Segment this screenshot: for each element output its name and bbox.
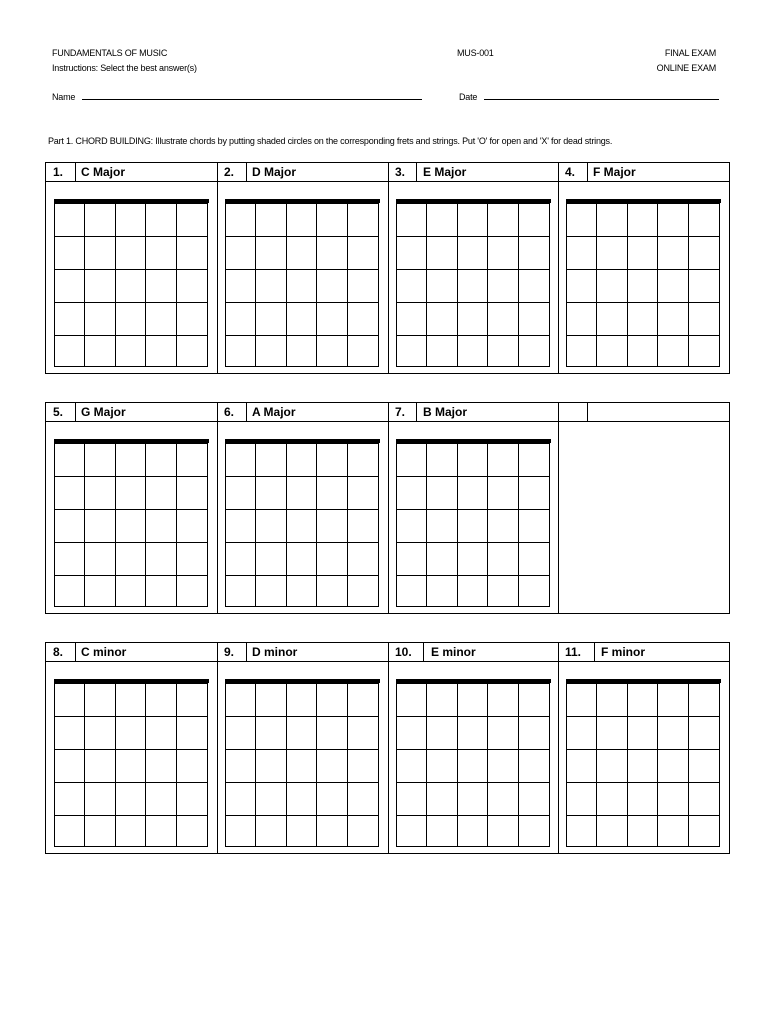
chord-section-2: [45, 402, 730, 614]
chord-number: 7.: [395, 405, 406, 419]
chord-number: 11.: [565, 645, 582, 659]
chord-diagram[interactable]: [54, 679, 209, 847]
exam-mode: ONLINE EXAM: [656, 63, 716, 73]
chord-name: B Major: [423, 405, 468, 419]
chord-name: D minor: [252, 645, 298, 659]
chord-header-6: [217, 403, 388, 421]
date-field[interactable]: [459, 92, 719, 102]
chord-header-7: [388, 403, 558, 421]
chord-header-2: [217, 163, 388, 181]
chord-number: 5.: [53, 405, 64, 419]
chord-number: 6.: [224, 405, 235, 419]
course-code: MUS-001: [457, 48, 494, 58]
chord-header-5: [46, 403, 217, 421]
chord-number: 8.: [53, 645, 64, 659]
chord-diagram[interactable]: [225, 199, 380, 367]
name-line[interactable]: [82, 99, 422, 100]
course-title: FUNDAMENTALS OF MUSIC: [52, 48, 168, 58]
date-label: Date: [459, 92, 478, 102]
chord-header-4: [558, 163, 731, 181]
chord-diagram[interactable]: [54, 439, 209, 607]
chord-name: D Major: [252, 165, 297, 179]
chord-number: 3.: [395, 165, 406, 179]
chord-number: 4.: [565, 165, 576, 179]
chord-number: 9.: [224, 645, 235, 659]
chord-number: 1.: [53, 165, 64, 179]
chord-name: F minor: [601, 645, 645, 659]
chord-header-11: [558, 643, 731, 661]
name-field[interactable]: [52, 92, 422, 102]
chord-name: C minor: [81, 645, 127, 659]
chord-name: G Major: [81, 405, 126, 419]
exam-type: FINAL EXAM: [664, 48, 716, 58]
chord-number: 2.: [224, 165, 235, 179]
chord-header-9: [217, 643, 388, 661]
chord-name: C Major: [81, 165, 126, 179]
chord-diagram[interactable]: [396, 199, 551, 367]
date-line[interactable]: [484, 99, 719, 100]
chord-name: E Major: [423, 165, 467, 179]
chord-header-10: [388, 643, 558, 661]
name-label: Name: [52, 92, 76, 102]
chord-name: E minor: [431, 645, 476, 659]
chord-diagram[interactable]: [225, 679, 380, 847]
chord-name: A Major: [252, 405, 296, 419]
chord-header-empty: [558, 403, 731, 421]
chord-number: 10.: [395, 645, 412, 659]
chord-diagram[interactable]: [396, 679, 551, 847]
part1-instructions: Part 1. CHORD BUILDING: Illustrate chords by putting shaded circles on the corresponding frets and strings. Put 'O' for open and 'X' for dead strings.: [48, 136, 613, 146]
chord-name: F Major: [593, 165, 636, 179]
chord-diagram[interactable]: [566, 679, 721, 847]
chord-header-8: [46, 643, 217, 661]
instructions: Instructions: Select the best answer(s): [52, 63, 197, 73]
chord-diagram[interactable]: [225, 439, 380, 607]
chord-section-3: [45, 642, 730, 854]
chord-header-1: [46, 163, 217, 181]
chord-diagram[interactable]: [396, 439, 551, 607]
chord-diagram[interactable]: [54, 199, 209, 367]
chord-diagram[interactable]: [566, 199, 721, 367]
chord-header-3: [388, 163, 558, 181]
chord-section-1: [45, 162, 730, 374]
